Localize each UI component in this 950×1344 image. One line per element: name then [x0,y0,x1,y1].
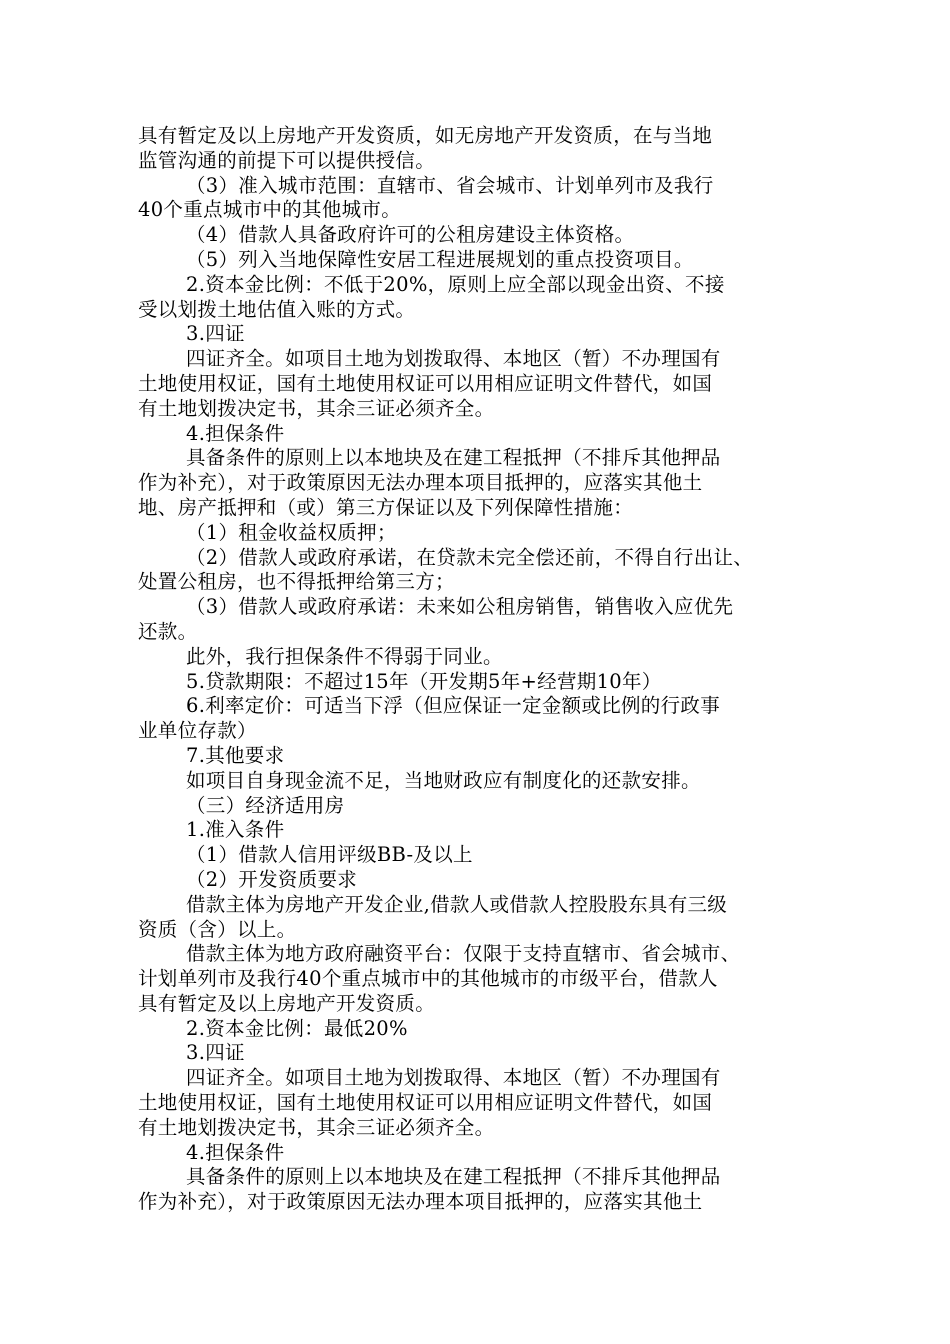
text-line: 5.贷款期限：不超过15年（开发期5年+经营期10年） [186,669,662,693]
text-line: 2.资本金比例：最低20% [186,1016,408,1040]
text-line: 监管沟通的前提下可以提供授信。 [138,148,436,172]
text-line: （3）准入城市范围：直辖市、省会城市、计划单列市及我行 [186,173,714,197]
text-line: （三）经济适用房 [186,793,345,817]
text-line: 1.准入条件 [186,818,285,842]
text-line: 地、房产抵押和（或）第三方保证以及下列保障性措施： [138,495,634,519]
text-line: 四证齐全。如项目土地为划拨取得、本地区（暂）不办理国有 [186,347,721,371]
text-line: 具备条件的原则上以本地块及在建工程抵押（不排斥其他押品 [186,446,721,470]
text-line: 2.资本金比例：不低于20%，原则上应全部以现金出资、不接 [186,272,725,296]
text-line: 7.其他要求 [186,743,285,767]
text-line: （5）列入当地保障性安居工程进展规划的重点投资项目。 [186,247,694,271]
text-line: 具有暂定及以上房地产开发资质，如无房地产开发资质，在与当地 [138,124,713,147]
text-line: 此外，我行担保条件不得弱于同业。 [186,644,503,668]
text-line: 作为补充），对于政策原因无法办理本项目抵押的，应落实其他土 [138,1190,703,1214]
text-line: 借款主体为房地产开发企业,借款人或借款人控股股东具有三级 [186,892,728,916]
text-line: 3.四证 [186,322,245,346]
text-line: 作为补充），对于政策原因无法办理本项目抵押的，应落实其他土 [138,471,703,495]
text-line: 有土地划拨决定书，其余三证必须齐全。 [138,1115,495,1139]
text-line: 6.利率定价：可适当下浮（但应保证一定金额或比例的行政事 [186,694,721,718]
text-line: 土地使用权证，国有土地使用权证可以用相应证明文件替代，如国 [138,371,713,395]
text-line: （1）借款人信用评级BB-及以上 [186,843,473,867]
text-line: 处置公租房，也不得抵押给第三方； [138,570,455,594]
text-line: 有土地划拨决定书，其余三证必须齐全。 [138,396,495,420]
text-line: 计划单列市及我行40个重点城市中的其他城市的市级平台，借款人 [138,967,718,991]
text-line: 4.担保条件 [186,421,285,445]
text-line: 具有暂定及以上房地产开发资质。 [138,991,436,1015]
text-line: 四证齐全。如项目土地为划拨取得、本地区（暂）不办理国有 [186,1066,721,1090]
text-line: （1）租金收益权质押； [186,520,397,544]
text-line: （4）借款人具备政府许可的公租房建设主体资格。 [186,223,635,247]
text-line: （2）借款人或政府承诺，在贷款未完全偿还前，不得自行出让、 [186,545,754,569]
text-line: 具备条件的原则上以本地块及在建工程抵押（不排斥其他押品 [186,1165,721,1189]
text-line: 资质（含）以上。 [138,917,297,941]
text-line: （2）开发资质要求 [186,867,358,891]
text-line: 还款。 [138,619,198,643]
text-line: （3）借款人或政府承诺：未来如公租房销售，销售收入应优先 [186,595,734,619]
text-line: 业单位存款） [138,719,257,743]
document-body [138,124,828,1215]
text-line: 40个重点城市中的其他城市。 [138,198,402,222]
text-line: 如项目自身现金流不足，当地财政应有制度化的还款安排。 [186,768,701,792]
text-line: 4.担保条件 [186,1140,285,1164]
text-line: 借款主体为地方政府融资平台：仅限于支持直辖市、省会城市、 [186,942,741,966]
text-line: 土地使用权证，国有土地使用权证可以用相应证明文件替代，如国 [138,1091,713,1115]
text-line: 3.四证 [186,1041,245,1065]
text-line: 受以划拨土地估值入账的方式。 [138,297,416,321]
